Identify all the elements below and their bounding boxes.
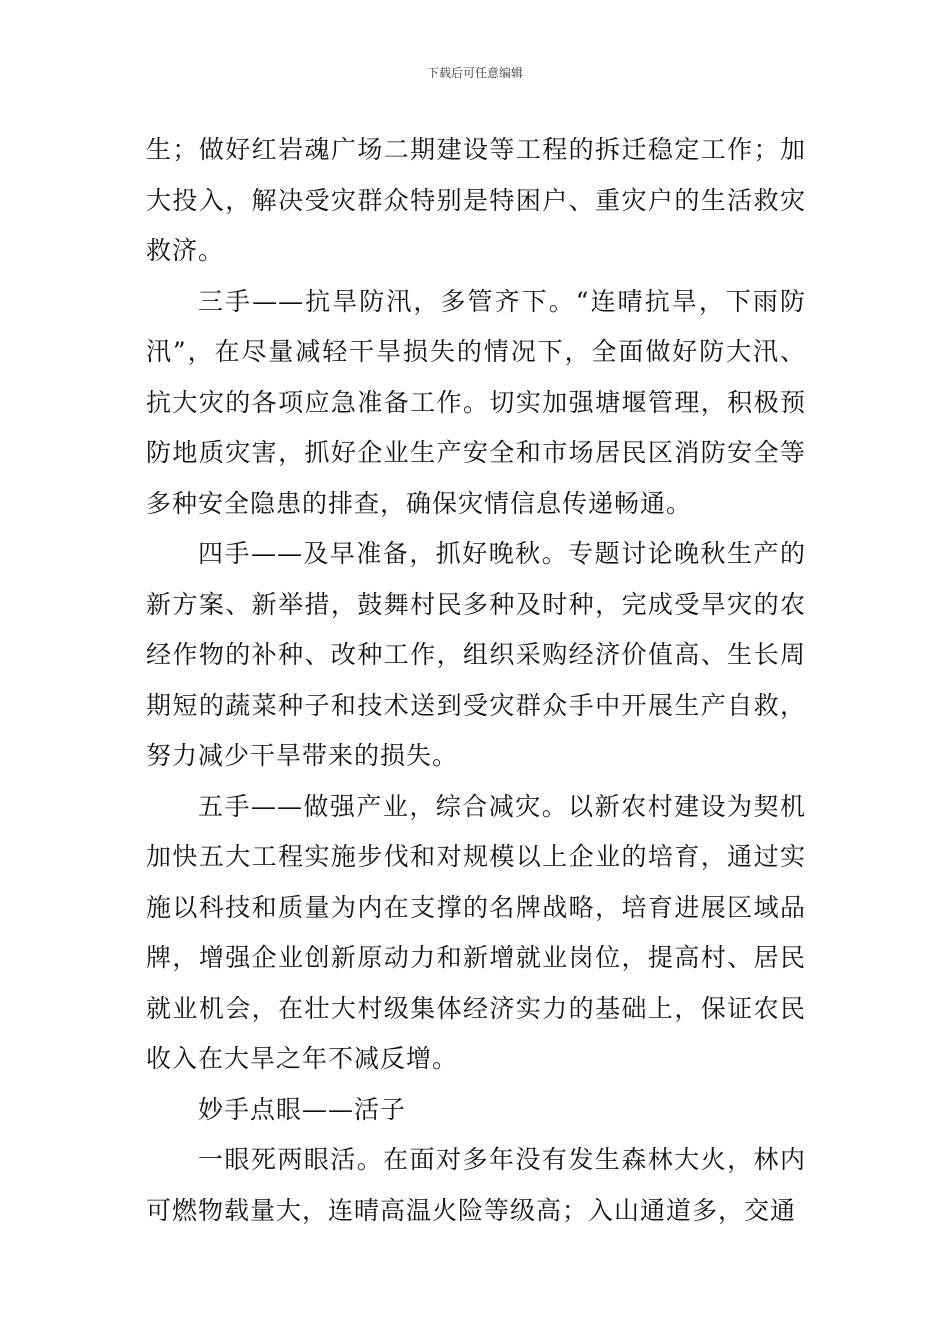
- document-body: [146, 125, 806, 1236]
- paragraph-three-hands: 三手——抗旱防汛，多管齐下。“连晴抗旱，下雨防汛”，在尽量减轻干旱损失的情况下，全面做好防大汛、抗大灾的各项应急准备工作。切实加强塘堰管理，积极预防地质灾害，抓好企业生产安全和市场居民区消防安全等多种安全隐患的排查，确保灾情信息传递畅通。: [146, 286, 806, 518]
- page-header: 下载后可任意编辑: [426, 66, 523, 80]
- paragraph-continued: 生；做好红岩魂广场二期建设等工程的拆迁稳定工作；加大投入，解决受灾群众特别是特困户、重灾户的生活救灾救济。: [146, 135, 806, 265]
- section-heading: 妙手点眼——活子: [198, 1094, 407, 1124]
- paragraph-one-eye: 一眼死两眼活。在面对多年没有发生森林大火，林内可燃物载量大，连晴高温火险等级高；入山通道多，交通: [146, 1145, 806, 1225]
- paragraph-four-hands: 四手——及早准备，抓好晚秋。专题讨论晚秋生产的新方案、新举措，鼓舞村民多种及时种，完成受旱灾的农经作物的补种、改种工作，组织采购经济价值高、生长周期短的蔬菜种子和技术送到受灾群众手中开展生产自救，努力减少干旱带来的损失。: [146, 539, 806, 770]
- paragraph-five-hands: 五手——做强产业，综合减灾。以新农村建设为契机加快五大工程实施步伐和对规模以上企业的培育，通过实施以科技和质量为内在支撑的名牌战略，培育进展区域品牌，增强企业创新原动力和新增就业岗位，提高村、居民就业机会，在壮大村级集体经济实力的基础上，保证农民收入在大旱之年不减反增。: [146, 791, 806, 1073]
